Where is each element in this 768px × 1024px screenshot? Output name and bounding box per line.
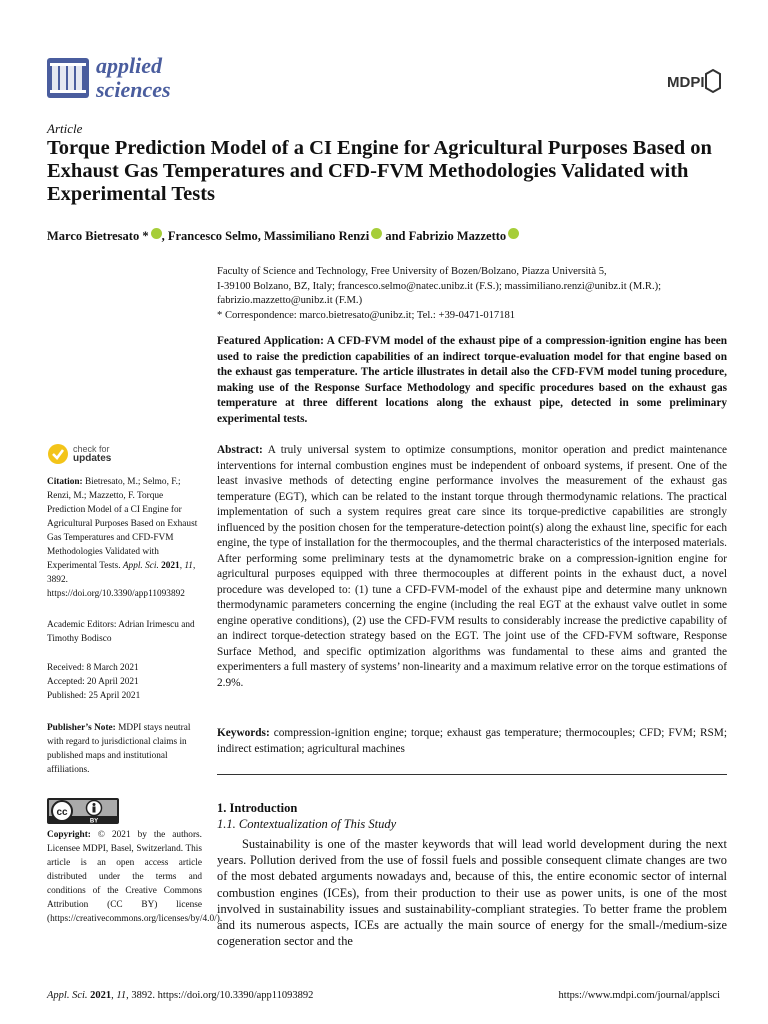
footer-journal: Appl. Sci. [47, 990, 88, 1001]
orcid-icon[interactable] [151, 228, 162, 239]
section-heading: 1. Introduction [217, 801, 298, 815]
citation-journal: Appl. Sci. [122, 561, 159, 571]
abstract-label: Abstract: [217, 444, 263, 456]
orcid-icon[interactable] [371, 228, 382, 239]
check-updates-line1: check for [73, 444, 110, 454]
abstract [217, 443, 727, 691]
citation-label: Citation: [47, 477, 83, 487]
citation-text: Bietresato, M.; Selmo, F.; Renzi, M.; Mazzetto, F. Torque Prediction Model of a CI Engine for Agricultural Purposes Based on Exhaust Gas Temperatures and CFD-FVM Methodologies Validated with Experimental Tests. [47, 477, 198, 571]
cc-label: cc [56, 807, 68, 818]
published-date: Published: 25 April 2021 [47, 691, 141, 701]
abstract-text: A truly universal system to optimize consumptions, monitor operation and predict maintenance interventions for internal combustion engines must be independent of onboard systems, if present. One of the least invasive methods of detecting engine performance involves the measurement of the exhaust gas temperature (EGT), which can be related to the instant torque through thermodynamic relations. The practical implementation of such a system requires great care since its torque-predictive capabilities are strongly influenced by the position chosen for the temperature-detection point(s) along the exhaust line, specific for each engine, the type of installation for the thermocouples, and the thermal characteristics of the interposed materials. After performing some preliminary tests at the dynamometric brake on a compression-ignition engine for agricultural purposes equipped with three thermocouples at different points in the exhaust duct, a novel procedure was developed to: (1) tune a CFD-FVM-model of the exhaust pipe and determine many unknown thermodynamic parameters concerning the engine (including the real EGT at the exhaust valve outlet in some engine operative conditions), (2) use the CFD-FVM results to considerably increase the predictive capability of an indirect torque-detection strategy based on the EGT. The joint use of the CFD-FVM software, Response Surface Method, and specific optimization algorithms was fundamental to these aims and granted the experimenters a full mastery of systems’ non-linearity and a maximum relative error on the torque estimations of 2.9%. [217, 444, 727, 689]
affiliation-line: I-39100 Bolzano, BZ, Italy; francesco.selmo@natec.unibz.it (F.S.); massimiliano.renzi@unibz.it (M.R.); [217, 280, 662, 292]
keywords [217, 726, 727, 757]
academic-editors: Academic Editors: Adrian Irimescu and Timothy Bodisco [47, 620, 195, 644]
check-for-updates-button[interactable] [47, 443, 111, 465]
publisher-note [47, 721, 202, 777]
journal-name-line2: sciences [96, 77, 171, 102]
journal-logo-icon [47, 58, 89, 98]
copyright-notice [47, 828, 223, 926]
article-title: Torque Prediction Model of a CI Engine for Agricultural Purposes Based on Exhaust Gas Temperatures and CFD-FVM Methodologies Validated with Experimental Tests [47, 137, 712, 205]
publisher-logo [665, 66, 723, 101]
cc-by-license-icon[interactable] [47, 798, 119, 824]
featured-application: Featured Application: A CFD-FVM model of the exhaust pipe of a compression-ignition engine has been used to raise the prediction capabilities of an indirect torque-evaluation model for that engine based on the exhaust gas temperature. The article illustrates in detail also the CFD-FVM model tuning procedure, making use of the Response Surface Methodology and specific procedures based on the exhaust gas temperature at three different locations along the exhaust pipe, detected in some preliminary experimental tests. [217, 335, 727, 425]
citation-block: Citation: Bietresato, M.; Selmo, F.; Renzi, M.; Mazzetto, F. Torque Prediction Model of a CI Engine for Agricultural Purposes Based on Exhaust Gas Temperatures and CFD-FVM Methodologies Validated with Experimental Tests. Appl. Sci. 2021, 11, 3892. https://doi.org/10.3390/app11093892 [47, 477, 198, 599]
journal-name [96, 54, 171, 102]
accepted-date: Accepted: 20 April 2021 [47, 677, 139, 687]
author-name: Marco Bietresato * [47, 229, 149, 243]
footer-citation: Appl. Sci. 2021, 11, 3892. https://doi.org/10.3390/app11093892 [47, 990, 314, 1001]
author-list: Marco Bietresato * , Francesco Selmo, Massimiliano Renzi and Fabrizio Mazzetto [47, 228, 519, 244]
citation-volume: 11 [184, 561, 193, 571]
intro-paragraph-text: Sustainability is one of the master keywords that will lead world development during the next years. Pollution derived from the use of fossil fuels and possible consequent climate changes are two of the most debated arguments nowadays and, because of this, the entire economic sector of internal combustion engines (ICEs), from their production to their use as power units, is one of the most involved in sustainability issues and sustainability-compliant strategies. To better frame the problem and its numerous aspects, ICEs are actually the main source of energy for the small-/medium-size cogeneration sector and the [217, 837, 727, 949]
affiliations [217, 265, 727, 323]
footer-volume: 11 [116, 990, 127, 1001]
copyright-text: © 2021 by the authors. Licensee MDPI, Basel, Switzerland. This article is an open access article distributed under the terms and conditions of the Creative Commons Attribution (CC BY) license (https://creativecommons.org/licenses/by/4.0/). [47, 830, 223, 924]
check-updates-icon [47, 443, 69, 465]
citation-doi[interactable]: , 3892. https://doi.org/10.3390/app11093892 [47, 561, 196, 599]
publication-dates [47, 661, 202, 703]
affiliation-line: fabrizio.mazzetto@unibz.it (F.M.) [217, 295, 363, 306]
publisher-note-label: Publisher’s Note: [47, 723, 116, 733]
orcid-icon[interactable] [508, 228, 519, 239]
cc-by-label: BY [89, 818, 99, 824]
mdpi-logo-icon [665, 66, 723, 96]
keywords-label: Keywords: [217, 727, 270, 739]
citation-year: 2021 [161, 561, 180, 571]
intro-paragraph [217, 836, 727, 949]
mdpi-logo-text: MDPI [667, 74, 705, 91]
author-name: Massimiliano Renzi [264, 229, 370, 243]
section-divider [217, 774, 727, 775]
copyright-label: Copyright: [47, 830, 91, 840]
subsection-heading: 1.1. Contextualization of This Study [217, 817, 397, 831]
article-type: Article [47, 121, 83, 136]
footer-doi[interactable]: , 3892. https://doi.org/10.3390/app11093892 [126, 990, 314, 1001]
check-updates-line2: updates [73, 453, 112, 464]
author-name: Fabrizio Mazzetto [408, 229, 507, 243]
footer-year: 2021 [90, 990, 112, 1001]
affiliation-line: Faculty of Science and Technology, Free University of Bozen/Bolzano, Piazza Università 5, [217, 266, 607, 277]
received-date: Received: 8 March 2021 [47, 663, 139, 673]
journal-name-line1: applied [96, 53, 162, 78]
author-name: Francesco Selmo [167, 229, 258, 243]
publisher-note-text: MDPI stays neutral with regard to jurisdictional claims in published maps and institutional affiliations. [47, 723, 191, 775]
keywords-text: compression-ignition engine; torque; exhaust gas temperature; thermocouples; CFD; FVM; RSM; indirect estimation; agricultural machines [217, 727, 727, 755]
affiliation-line: * Correspondence: marco.bietresato@unibz.it; Tel.: +39-0471-017181 [217, 309, 516, 321]
footer-journal-url[interactable]: https://www.mdpi.com/journal/applsci [558, 990, 720, 1001]
